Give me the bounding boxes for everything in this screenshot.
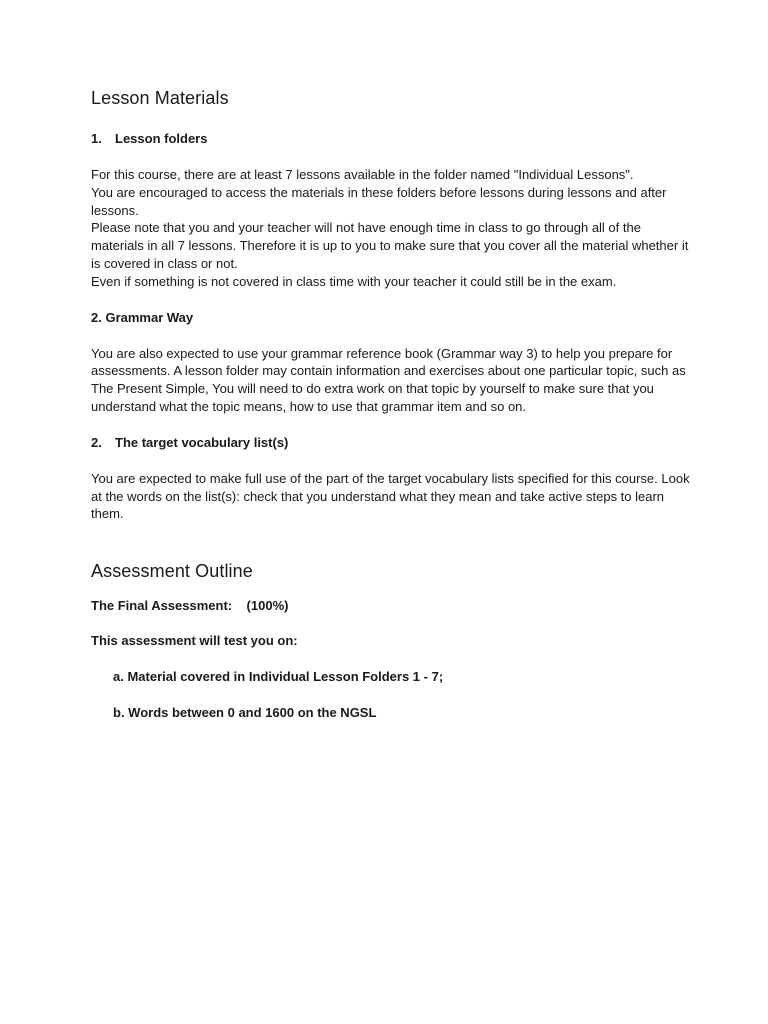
vocabulary-list-number: 2. xyxy=(91,434,102,450)
grammar-way-heading: 2. Grammar Way xyxy=(91,309,194,325)
vocabulary-list-heading xyxy=(91,434,691,452)
final-assessment-line: The Final Assessment: (100%) xyxy=(91,598,289,614)
assessment-item-b: b. Words between 0 and 1600 on the NGSL xyxy=(113,705,377,721)
lesson-folders-paragraph-4: Even if something is not covered in class time with your teacher it could still be in the exam. xyxy=(91,273,617,289)
vocabulary-list-paragraph: You are expected to make full use of the part of the target vocabulary lists specified for this course. Look at the words on the list(s): check that you understand what they mean and take active steps to learn them. xyxy=(91,470,690,522)
lesson-folders-paragraph-2: You are encouraged to access the materials in these folders before lessons during lessons and after lessons. xyxy=(91,184,667,218)
lesson-folders-heading xyxy=(91,130,691,148)
lesson-materials-heading: Lesson Materials xyxy=(91,88,229,108)
lesson-folders-paragraph-3: Please note that you and your teacher will not have enough time in class to go through all of the materials in all 7 lessons. Therefore it is up to you to make sure that you cover all the material whether it is covered in class or not. xyxy=(91,220,689,271)
lesson-folders-number: 1. xyxy=(91,131,102,146)
assessment-intro: This assessment will test you on: xyxy=(91,633,298,649)
assessment-outline-heading: Assessment Outline xyxy=(91,561,253,582)
lesson-folders-label: Lesson folders xyxy=(115,131,208,146)
assessment-item-a: a. Material covered in Individual Lesson Folders 1 - 7; xyxy=(113,669,444,685)
lesson-folders-paragraph-1: For this course, there are at least 7 lessons available in the folder named "Individual Lessons". xyxy=(91,167,634,182)
vocabulary-list-label: The target vocabulary list(s) xyxy=(115,434,289,450)
grammar-way-paragraph: You are also expected to use your grammar reference book (Grammar way 3) to help you prepare for assessments. A lesson folder may contain information and exercises about one particular topic, such as The Present Simple, You will need to do extra work on that topic by yourself to make sure that you understand what the topic means, how to use that grammar item and so on. xyxy=(91,345,686,414)
document-page xyxy=(91,86,691,722)
